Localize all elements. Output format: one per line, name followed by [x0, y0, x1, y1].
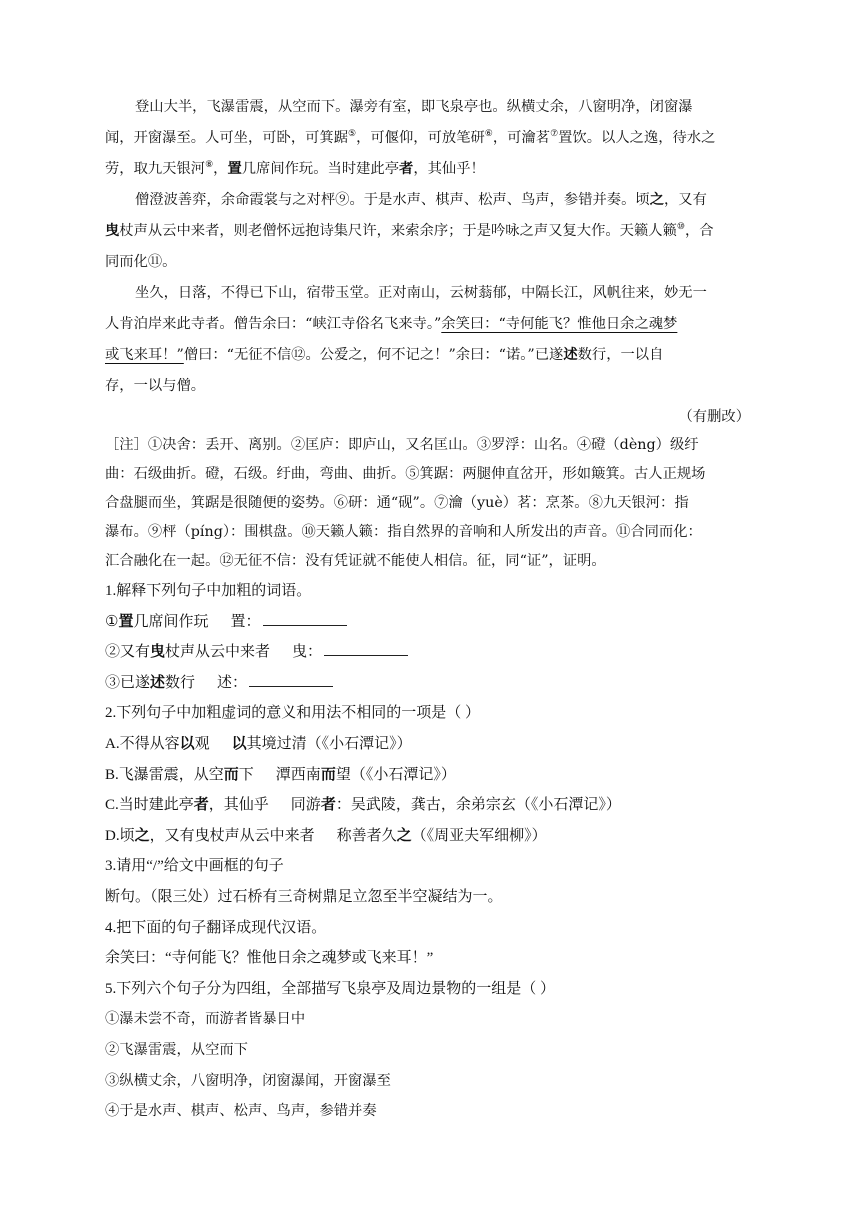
questions [105, 576, 750, 1127]
text-span: 观 [194, 735, 210, 752]
text-span: ，可瀹茗 [492, 130, 551, 146]
bold-word: 曳 [105, 223, 120, 239]
note-line: 合盘腿而坐，箕踞是很随便的姿势。⑥研：通“砚”。⑦瀹（yuè）茗：烹茶。⑧九天银河：指 [105, 495, 689, 511]
note-line: ［注］①决舍：丢开、离别。②匡庐：即庐山，又名匡山。③罗浮：山名。④磴（dèng）级纡 [105, 437, 699, 453]
answer-label: 述： [217, 674, 248, 691]
text-span: ① [105, 613, 119, 630]
bold-word: 置 [227, 161, 242, 177]
text-span: ，又有 [663, 192, 707, 208]
question-2-option-d [105, 821, 750, 852]
text-span: 同游 [290, 797, 321, 814]
question-2-option-a [105, 729, 750, 760]
bold-word: 之 [649, 192, 664, 208]
answer-label: 曳： [292, 644, 323, 661]
text-span: ，合 [684, 223, 714, 239]
text-span: 下 [238, 766, 254, 783]
question-1-item-1 [105, 607, 750, 638]
passage-paragraph-2 [105, 185, 750, 278]
note-line: 曲：石级曲折。磴，石级。纡曲，弯曲、曲折。⑤箕踞：两腿伸直岔开，形如簸箕。古人正规场 [105, 466, 706, 482]
text-span: ③已遂 [105, 674, 151, 691]
answer-blank[interactable] [263, 613, 347, 626]
underlined-sentence: 或飞来耳！” [105, 347, 184, 363]
text-span: ，可偃仰，可放笔研 [356, 130, 485, 146]
question-1-title: 1.解释下列句子中加粗的词语。 [105, 583, 312, 599]
text-span: 潭西南 [275, 766, 321, 783]
text-span: 其境过清（《小石潭记》） [246, 735, 412, 752]
question-5-option-2: ②飞瀑雷震，从空而下 [105, 1041, 248, 1058]
text-line: 坐久，日落，不得已下山，宿带玉堂。正对南山，云树蓊郁，中隔长江，风帆往来，妙无一 [135, 285, 707, 301]
question-2-title: 2.下列句子中加粗虚词的意义和用法不相同的一项是（ ） [105, 705, 481, 722]
answer-blank[interactable] [249, 674, 333, 687]
text-span: 数行 [165, 674, 196, 691]
document-page [105, 92, 750, 1127]
text-span: 几席间作玩 [133, 613, 209, 630]
question-1-item-3 [105, 668, 750, 699]
text-span: 称善者久 [336, 827, 397, 844]
text-span: 劳，取九天银河 [105, 161, 206, 177]
footnote-mark: ⑤ [348, 129, 357, 140]
answer-blank[interactable] [324, 643, 408, 656]
text-line [105, 216, 750, 247]
source-note: （有删改） [678, 409, 750, 425]
question-4-title: 4.把下面的句子翻译成现代汉语。 [105, 919, 327, 936]
bold-word: 以 [179, 735, 195, 752]
bold-word: 者 [193, 797, 209, 814]
text-line [105, 185, 750, 216]
text-span: ，其仙乎 [208, 797, 269, 814]
text-line [105, 309, 750, 340]
question-3-title: 3.请用“/”给文中画框的句子 [105, 858, 284, 875]
note-line: 汇合融化在一起。⑫无征不信：没有凭证就不能使人相信。征，同“证”，证明。 [105, 553, 606, 569]
bold-word: 者 [320, 797, 336, 814]
answer-label: 置： [230, 613, 261, 630]
question-2-option-c [105, 790, 750, 821]
footnote-mark: ⑥ [484, 129, 493, 140]
text-span: 望（《小石潭记》） [335, 766, 456, 783]
text-span: ， [213, 161, 228, 177]
text-span: 几席间作玩。当时建此亭 [241, 161, 400, 177]
text-span: A.不得从容 [105, 735, 180, 752]
bold-word: 置 [118, 613, 134, 630]
text-line: 同而化⑪。 [105, 254, 177, 270]
text-span: D.顷 [105, 827, 135, 844]
bold-word: 者 [399, 161, 414, 177]
text-span: 杖声从云中来者，则老僧怀远抱诗集尺许，来索余序；于是吟咏之声又复大作。天籁人籁 [119, 223, 677, 239]
passage-paragraph-1 [105, 92, 750, 185]
text-line: 登山大半，飞瀑雷震，从空而下。瀑旁有室，即飞泉亭也。纵横丈余，八窗明净，闭窗瀑 [135, 99, 693, 115]
text-line [105, 154, 750, 185]
text-span: ，其仙乎！ [413, 161, 485, 177]
bold-word: 述 [563, 347, 578, 363]
question-5-option-1: ①瀑未尝不奇，而游者皆暴日中 [105, 1011, 306, 1028]
text-line [105, 123, 750, 154]
text-span: 僧澄波善弈，余命霞裳与之对枰⑨。于是水声、棋声、松声、鸟声，参错并奏。顷 [135, 192, 650, 208]
bold-word: 而 [223, 766, 239, 783]
passage-paragraph-3 [105, 278, 750, 402]
footnote-mark: ⑧ [205, 160, 214, 171]
underlined-sentence: 余笑曰：“寺何能飞？惟他日余之魂梦 [441, 316, 678, 332]
annotations [105, 431, 750, 576]
question-4-body: 余笑曰：“寺何能飞？惟他日余之魂梦或飞来耳！” [105, 950, 434, 967]
question-5-title: 5.下列六个句子分为四组，全部描写飞泉亭及周边景物的一组是（ ） [105, 980, 556, 997]
question-3-body: 断句。（限三处）过石桥有三奇树鼎足立忽至半空凝结为一。 [105, 888, 503, 905]
question-5-option-3: ③纵横丈余，八窗明净，闭窗瀑闻，开窗瀑至 [105, 1072, 391, 1089]
question-2-option-b [105, 760, 750, 791]
bold-word: 之 [396, 827, 412, 844]
bold-word: 而 [320, 766, 336, 783]
text-span: ②又有 [105, 644, 151, 661]
bold-word: 述 [150, 674, 166, 691]
footnote-mark: ⑦ [550, 129, 559, 140]
text-span: 僧曰：“无征不信⑫。公爱之，何不记之！”余曰：“诺。”已遂 [183, 347, 564, 363]
question-5-option-4: ④于是水声、棋声、松声、鸟声，参错并奏 [105, 1103, 377, 1120]
text-span: C.当时建此亭 [105, 797, 194, 814]
text-span: 数行，一以自 [577, 347, 664, 363]
bold-word: 之 [134, 827, 150, 844]
text-span: 人肯泊岸来此寺者。僧告余曰：“峡江寺俗名飞来寺。” [105, 316, 442, 332]
text-span: 杖声从云中来者 [165, 644, 271, 661]
text-line: 存，一以与僧。 [105, 378, 206, 394]
text-line [105, 340, 750, 371]
text-span: 置饮。以人之逸，待水之 [558, 130, 716, 146]
note-line: 瀑布。⑨枰（píng）：围棋盘。⑩天籁人籁：指自然界的音响和人所发出的声音。⑪合同而化： [105, 524, 702, 540]
footnote-mark: ⑩ [676, 222, 685, 233]
bold-word: 曳 [150, 644, 166, 661]
question-1-item-2 [105, 637, 750, 668]
bold-word: 以 [231, 735, 247, 752]
text-span: ，又有曳杖声从云中来者 [149, 827, 315, 844]
text-span: 闻，开窗瀑至。人可坐，可卧，可箕踞 [105, 130, 349, 146]
text-span: B.飞瀑雷震，从空 [105, 766, 224, 783]
text-span: （《周亚夫军细柳》） [411, 827, 547, 844]
text-span: ：吴武陵，龚古，余弟宗玄（《小石潭记》） [335, 797, 621, 814]
